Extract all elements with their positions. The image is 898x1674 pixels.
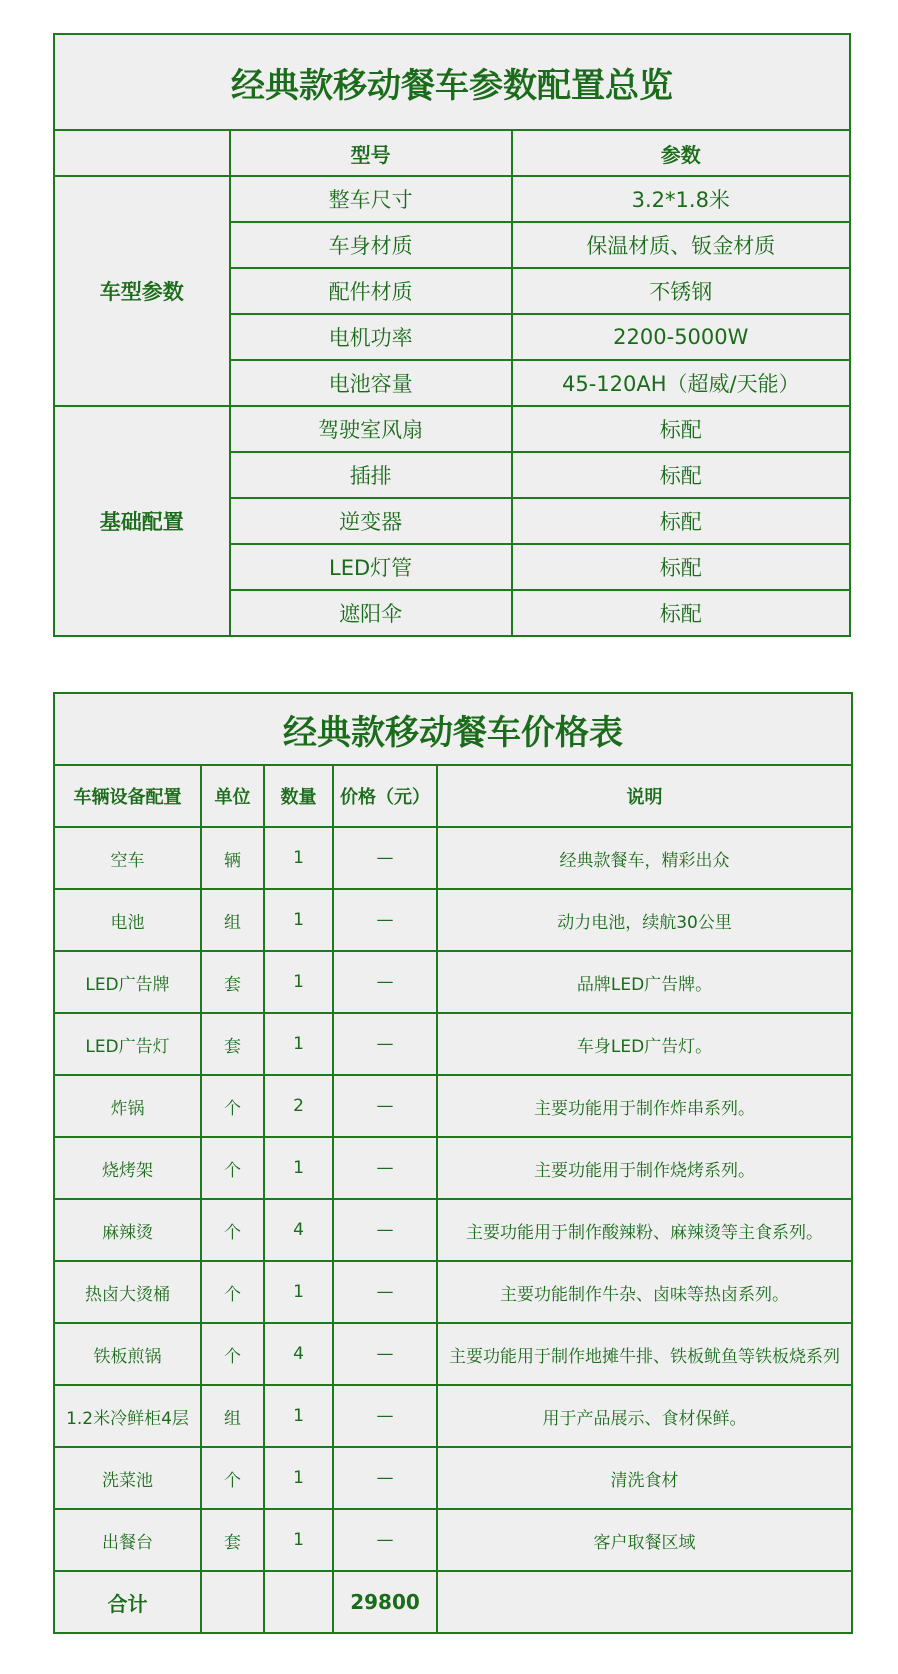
row-qty: 4 (264, 1199, 333, 1261)
spec-row-value: 45-120AH（超威/天能） (512, 360, 850, 406)
spec-group-label: 基础配置 (54, 406, 230, 636)
row-unit: 套 (201, 951, 264, 1013)
row-item: LED广告灯 (54, 1013, 201, 1075)
table-row (54, 889, 852, 951)
table-row (54, 827, 852, 889)
spec-row-value: 不锈钢 (512, 268, 850, 314)
row-note: 动力电池，续航30公里 (437, 889, 852, 951)
spec-row-value: 保温材质、钣金材质 (512, 222, 850, 268)
price-col-item: 车辆设备配置 (54, 765, 201, 827)
spec-row-value: 标配 (512, 406, 850, 452)
table-row (54, 1447, 852, 1509)
price-col-unit: 单位 (201, 765, 264, 827)
price-col-price: 价格（元） (333, 765, 437, 827)
spec-row-name: 电机功率 (230, 314, 512, 360)
spec-row-name: 插排 (230, 452, 512, 498)
spec-header-blank (54, 130, 230, 176)
row-price: — (333, 1323, 437, 1385)
total-unit (201, 1571, 264, 1633)
row-unit: 套 (201, 1509, 264, 1571)
spec-row-name: LED灯管 (230, 544, 512, 590)
row-price: — (333, 951, 437, 1013)
total-price: 29800 (333, 1571, 437, 1633)
table-row (54, 1509, 852, 1571)
row-note: 主要功能用于制作烧烤系列。 (437, 1137, 852, 1199)
row-qty: 2 (264, 1075, 333, 1137)
row-unit: 组 (201, 1385, 264, 1447)
row-price: — (333, 1509, 437, 1571)
price-col-qty: 数量 (264, 765, 333, 827)
table-row (54, 1137, 852, 1199)
row-unit: 个 (201, 1137, 264, 1199)
row-item: 洗菜池 (54, 1447, 201, 1509)
row-note: 客户取餐区域 (437, 1509, 852, 1571)
row-price: — (333, 827, 437, 889)
row-qty: 1 (264, 889, 333, 951)
price-table (53, 692, 853, 1634)
total-qty (264, 1571, 333, 1633)
row-unit: 个 (201, 1199, 264, 1261)
row-price: — (333, 1447, 437, 1509)
row-item: 铁板煎锅 (54, 1323, 201, 1385)
row-note: 品牌LED广告牌。 (437, 951, 852, 1013)
total-note (437, 1571, 852, 1633)
row-qty: 1 (264, 951, 333, 1013)
row-note: 主要功能用于制作酸辣粉、麻辣烫等主食系列。 (437, 1199, 852, 1261)
spec-row-name: 配件材质 (230, 268, 512, 314)
table-row (54, 1261, 852, 1323)
table-row (54, 1385, 852, 1447)
spec-header-param: 参数 (512, 130, 850, 176)
row-unit: 个 (201, 1447, 264, 1509)
row-price: — (333, 1385, 437, 1447)
row-qty: 1 (264, 1137, 333, 1199)
row-unit: 个 (201, 1075, 264, 1137)
row-item: 空车 (54, 827, 201, 889)
spec-row-value: 2200-5000W (512, 314, 850, 360)
table-row (54, 1199, 852, 1261)
spec-header-model: 型号 (230, 130, 512, 176)
row-qty: 1 (264, 1385, 333, 1447)
row-item: 热卤大烫桶 (54, 1261, 201, 1323)
row-note: 主要功能用于制作地摊牛排、铁板鱿鱼等铁板烧系列 (437, 1323, 852, 1385)
row-qty: 1 (264, 1447, 333, 1509)
spec-row-name: 逆变器 (230, 498, 512, 544)
spec-row-name: 车身材质 (230, 222, 512, 268)
row-note: 用于产品展示、食材保鲜。 (437, 1385, 852, 1447)
row-item: LED广告牌 (54, 951, 201, 1013)
spec-row-value: 标配 (512, 498, 850, 544)
row-item: 麻辣烫 (54, 1199, 201, 1261)
row-note: 车身LED广告灯。 (437, 1013, 852, 1075)
row-qty: 1 (264, 1261, 333, 1323)
row-note: 经典款餐车，精彩出众 (437, 827, 852, 889)
spec-row-name: 电池容量 (230, 360, 512, 406)
table-row (54, 1075, 852, 1137)
row-unit: 个 (201, 1323, 264, 1385)
row-unit: 辆 (201, 827, 264, 889)
price-col-note: 说明 (437, 765, 852, 827)
row-price: — (333, 1137, 437, 1199)
table-row (54, 951, 852, 1013)
spec-row-value: 标配 (512, 452, 850, 498)
row-note: 主要功能用于制作炸串系列。 (437, 1075, 852, 1137)
spec-table-title: 经典款移动餐车参数配置总览 (54, 34, 850, 130)
spec-table (53, 33, 851, 637)
row-item: 1.2米冷鲜柜4层 (54, 1385, 201, 1447)
spec-row-value: 标配 (512, 544, 850, 590)
spec-row-value: 标配 (512, 590, 850, 636)
row-note: 主要功能制作牛杂、卤味等热卤系列。 (437, 1261, 852, 1323)
row-item: 出餐台 (54, 1509, 201, 1571)
row-qty: 4 (264, 1323, 333, 1385)
row-qty: 1 (264, 827, 333, 889)
table-row (54, 1013, 852, 1075)
spec-row-value: 3.2*1.8米 (512, 176, 850, 222)
spec-row-name: 驾驶室风扇 (230, 406, 512, 452)
price-table-title: 经典款移动餐车价格表 (54, 693, 852, 765)
table-row (54, 1323, 852, 1385)
row-price: — (333, 1075, 437, 1137)
row-price: — (333, 1199, 437, 1261)
row-item: 电池 (54, 889, 201, 951)
spec-group-label: 车型参数 (54, 176, 230, 406)
row-unit: 组 (201, 889, 264, 951)
row-qty: 1 (264, 1509, 333, 1571)
price-rows (54, 827, 852, 1571)
row-qty: 1 (264, 1013, 333, 1075)
spec-row-name: 整车尺寸 (230, 176, 512, 222)
row-note: 清洗食材 (437, 1447, 852, 1509)
total-label: 合计 (54, 1571, 201, 1633)
row-item: 烧烤架 (54, 1137, 201, 1199)
row-price: — (333, 1261, 437, 1323)
row-price: — (333, 889, 437, 951)
row-unit: 个 (201, 1261, 264, 1323)
row-item: 炸锅 (54, 1075, 201, 1137)
spec-row-name: 遮阳伞 (230, 590, 512, 636)
row-unit: 套 (201, 1013, 264, 1075)
row-price: — (333, 1013, 437, 1075)
